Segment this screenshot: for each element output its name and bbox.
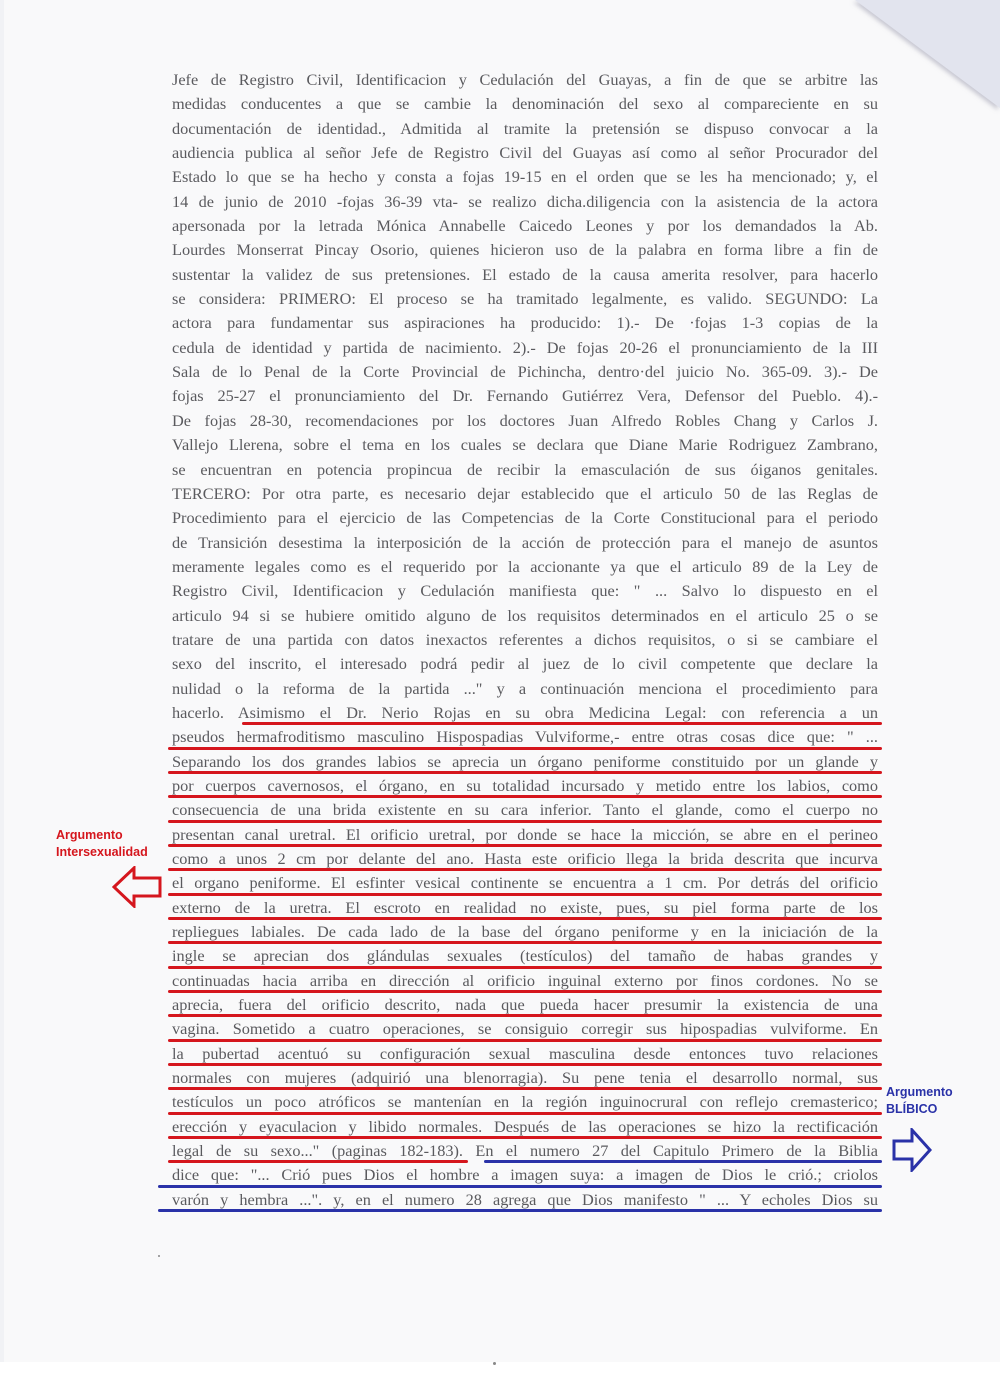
highlighted-line-red: continuadas hacia arriba en dirección al orificio inguinal externo por finos cordones. No se bbox=[172, 969, 878, 993]
highlighted-line-red: hacerlo. Asimismo el Dr. Nerio Rojas en su obra Medicina Legal: con referencia a un bbox=[172, 701, 878, 725]
annotation-label: BLÍBICO bbox=[886, 1102, 938, 1116]
text-line: sexo del inscrito, el interesado podrá pedir al juez de lo civil competente que declare la bbox=[172, 654, 878, 674]
annotation-label: Argumento bbox=[56, 828, 123, 842]
highlighted-line-blue: dice que: "... Crió pues Dios el hombre a imagen suya: a imagen de Dios le crió.; criolos bbox=[172, 1163, 878, 1187]
text-line: Vallejo Llerena, sobre el tema en los cuales se declara que Diane Marie Rodriguez Zambrano, bbox=[172, 435, 878, 455]
text-line: de Transición desestima la interposición de la acción de protección para el manejo de asuntos bbox=[172, 532, 878, 552]
highlighted-line-red: por cuerpos cavernosos, el órgano, en su totalidad incursado y metido entre los labios, como bbox=[172, 774, 878, 798]
text-line: 14 de junio de 2010 -fojas 36-39 vta- se realizo dicha.diligencia con la asistencia de la actora bbox=[172, 191, 878, 211]
arrow-right-icon bbox=[892, 1128, 932, 1172]
text-line: tratare de una partida con datos inexactos referentes a dichos requisitos, o si se cambiare el bbox=[172, 629, 878, 649]
highlighted-line-red: Separando los dos grandes labios se aprecia un órgano peniforme constituido por un glande y bbox=[172, 750, 878, 774]
highlighted-line-red: repliegues labiales. De cada lado de la base del órgano peniforme y en la iniciación de la bbox=[172, 920, 878, 944]
highlighted-line-red: vagina. Sometido a cuatro operaciones, se consiguio corregir sus hipospadias vulviforme. En bbox=[172, 1017, 878, 1041]
highlighted-line-red: erección y eyaculacion y libido normales. Después de las operaciones se hizo la rectificación bbox=[172, 1115, 878, 1139]
highlighted-line-red: pseudos hermafroditismo masculino Hispospadias Vulviforme,- entre otras cosas dice que: " ... bbox=[172, 725, 878, 749]
highlighted-line-red: aprecia, fuera del orificio descrito, nada que pueda hacer presumir la existencia de una bbox=[172, 993, 878, 1017]
text-line: se encuentran en potencia propincua de recibir la emasculación de sus óiganos genitales. bbox=[172, 459, 878, 479]
mixed-highlight-line bbox=[172, 1139, 878, 1163]
text-line: documentación de identidad., Admitida al tramite la pretensión se dispuso convocar a la bbox=[172, 118, 878, 138]
text-line: sustentar la validez de sus pretensiones. El estado de la causa amerita resolver, para hacerlo bbox=[172, 264, 878, 284]
annotation-intersexualidad bbox=[56, 827, 148, 861]
annotation-label: Intersexualidad bbox=[56, 845, 148, 859]
annotation-label: Argumento bbox=[886, 1085, 953, 1099]
annotation-biblico bbox=[886, 1084, 953, 1118]
highlighted-line-red: normales con mujeres (adquirió una blenorragia). Su pene tenia el desarrollo normal, sus bbox=[172, 1066, 878, 1090]
text-line: Procedimiento para el ejercicio de las Competencias de la Corte Constitucional para el periodo bbox=[172, 508, 878, 528]
highlighted-line-red: consecuencia de una brida existente en su cara inferior. Tanto el glande, como el cuerpo no bbox=[172, 798, 878, 822]
text-line: meramente legales como es el requerido por la accionante ya que el articulo 89 de la Ley de bbox=[172, 556, 878, 576]
text-line: cedula de identidad y partida de nacimiento. 2).- De fojas 20-26 el pronunciamiento de la III bbox=[172, 337, 878, 357]
highlighted-line-red: como a unos 2 cm por delante del ano. Hasta este orificio llega la brida descrita que incurva bbox=[172, 847, 878, 871]
text-line: fojas 25-27 el pronunciamiento del Dr. Fernando Gutiérrez Vera, Defensor del Pueblo. 4).- bbox=[172, 386, 878, 406]
text-line: TERCERO: Por otra parte, es necesario dejar establecido que el articulo 50 de las Reglas de bbox=[172, 483, 878, 503]
document-body bbox=[172, 68, 878, 1212]
text-line: actora para fundamentar sus aspiraciones ha producido: 1).- De ·fojas 1-3 copias de la bbox=[172, 313, 878, 333]
text-line: Lourdes Monserrat Pincay Osorio, quienes hicieron uso de la palabra en forma libre a fin de bbox=[172, 240, 878, 260]
text-line: legal de su sexo..." (paginas 182-183). En el numero 27 del Capitulo Primero de la Biblia bbox=[172, 1141, 878, 1161]
highlighted-line-red: externo de la uretra. El escroto en realidad no existe, pues, su piel forma parte de los bbox=[172, 896, 878, 920]
text-line: medidas conducentes a que se cambie la denominación del sexo al compareciente en su bbox=[172, 94, 878, 114]
highlighted-line-red: testículos un poco atróficos se mantenían en la región inguinocrural con reflejo cremasterico; bbox=[172, 1090, 878, 1114]
text-line: nulidad o la reforma de la partida ..." y a continuación menciona el procedimiento para bbox=[172, 678, 878, 698]
arrow-left-icon bbox=[112, 866, 164, 908]
highlighted-line-red: la pubertad acentuó su configuración sexual masculina desde entonces tuvo relaciones bbox=[172, 1042, 878, 1066]
text-line: Sala de lo Penal de la Corte Provincial de Pichincha, dentro·del juicio No. 365-09. 3).- De bbox=[172, 362, 878, 382]
scan-speck bbox=[493, 1362, 496, 1365]
text-line: se considera: PRIMERO: El proceso se ha tramitado legalmente, es valido. SEGUNDO: La bbox=[172, 289, 878, 309]
text-line: Jefe de Registro Civil, Identificacion y Cedulación del Guayas, a fin de que se arbitre las bbox=[172, 70, 878, 89]
text-line: Estado lo que se ha hecho y consta a fojas 19-15 en el orden que se les ha mencionado; y, el bbox=[172, 167, 878, 187]
highlighted-line-red: presentan canal uretral. El orificio uretral, por donde se hace la micción, se abre en el perineo bbox=[172, 823, 878, 847]
highlighted-line-blue: varón y hembra ...". y, en el numero 28 agrega que Dios manifesto " ... Y echoles Dios su bbox=[172, 1188, 878, 1212]
text-line: De fojas 28-30, recomendaciones por los doctores Juan Alfredo Robles Chang y Carlos J. bbox=[172, 410, 878, 430]
text-line: apersonada por la letrada Mónica Annabelle Caicedo Leones y por los demandados la Ab. bbox=[172, 216, 878, 236]
text-line: Registro Civil, Identificacion y Cedulación manifiesta que: " ... Salvo lo dispuesto en el bbox=[172, 581, 878, 601]
highlighted-line-red: ingle se aprecian dos glándulas sexuales (testículos) del tamaño de habas grandes y bbox=[172, 944, 878, 968]
text-line: audiencia publica al señor Jefe de Registro Civil del Guayas así como al señor Procurador del bbox=[172, 143, 878, 163]
highlighted-line-red: el organo peniforme. El esfinter vesical continente se encuentra a 1 cm. Por detrás del orificio bbox=[172, 871, 878, 895]
scan-speck bbox=[158, 1255, 160, 1257]
text-line: articulo 94 si se hubiere omitido alguno de los requisitos determinados en el articulo 25 o se bbox=[172, 605, 878, 625]
